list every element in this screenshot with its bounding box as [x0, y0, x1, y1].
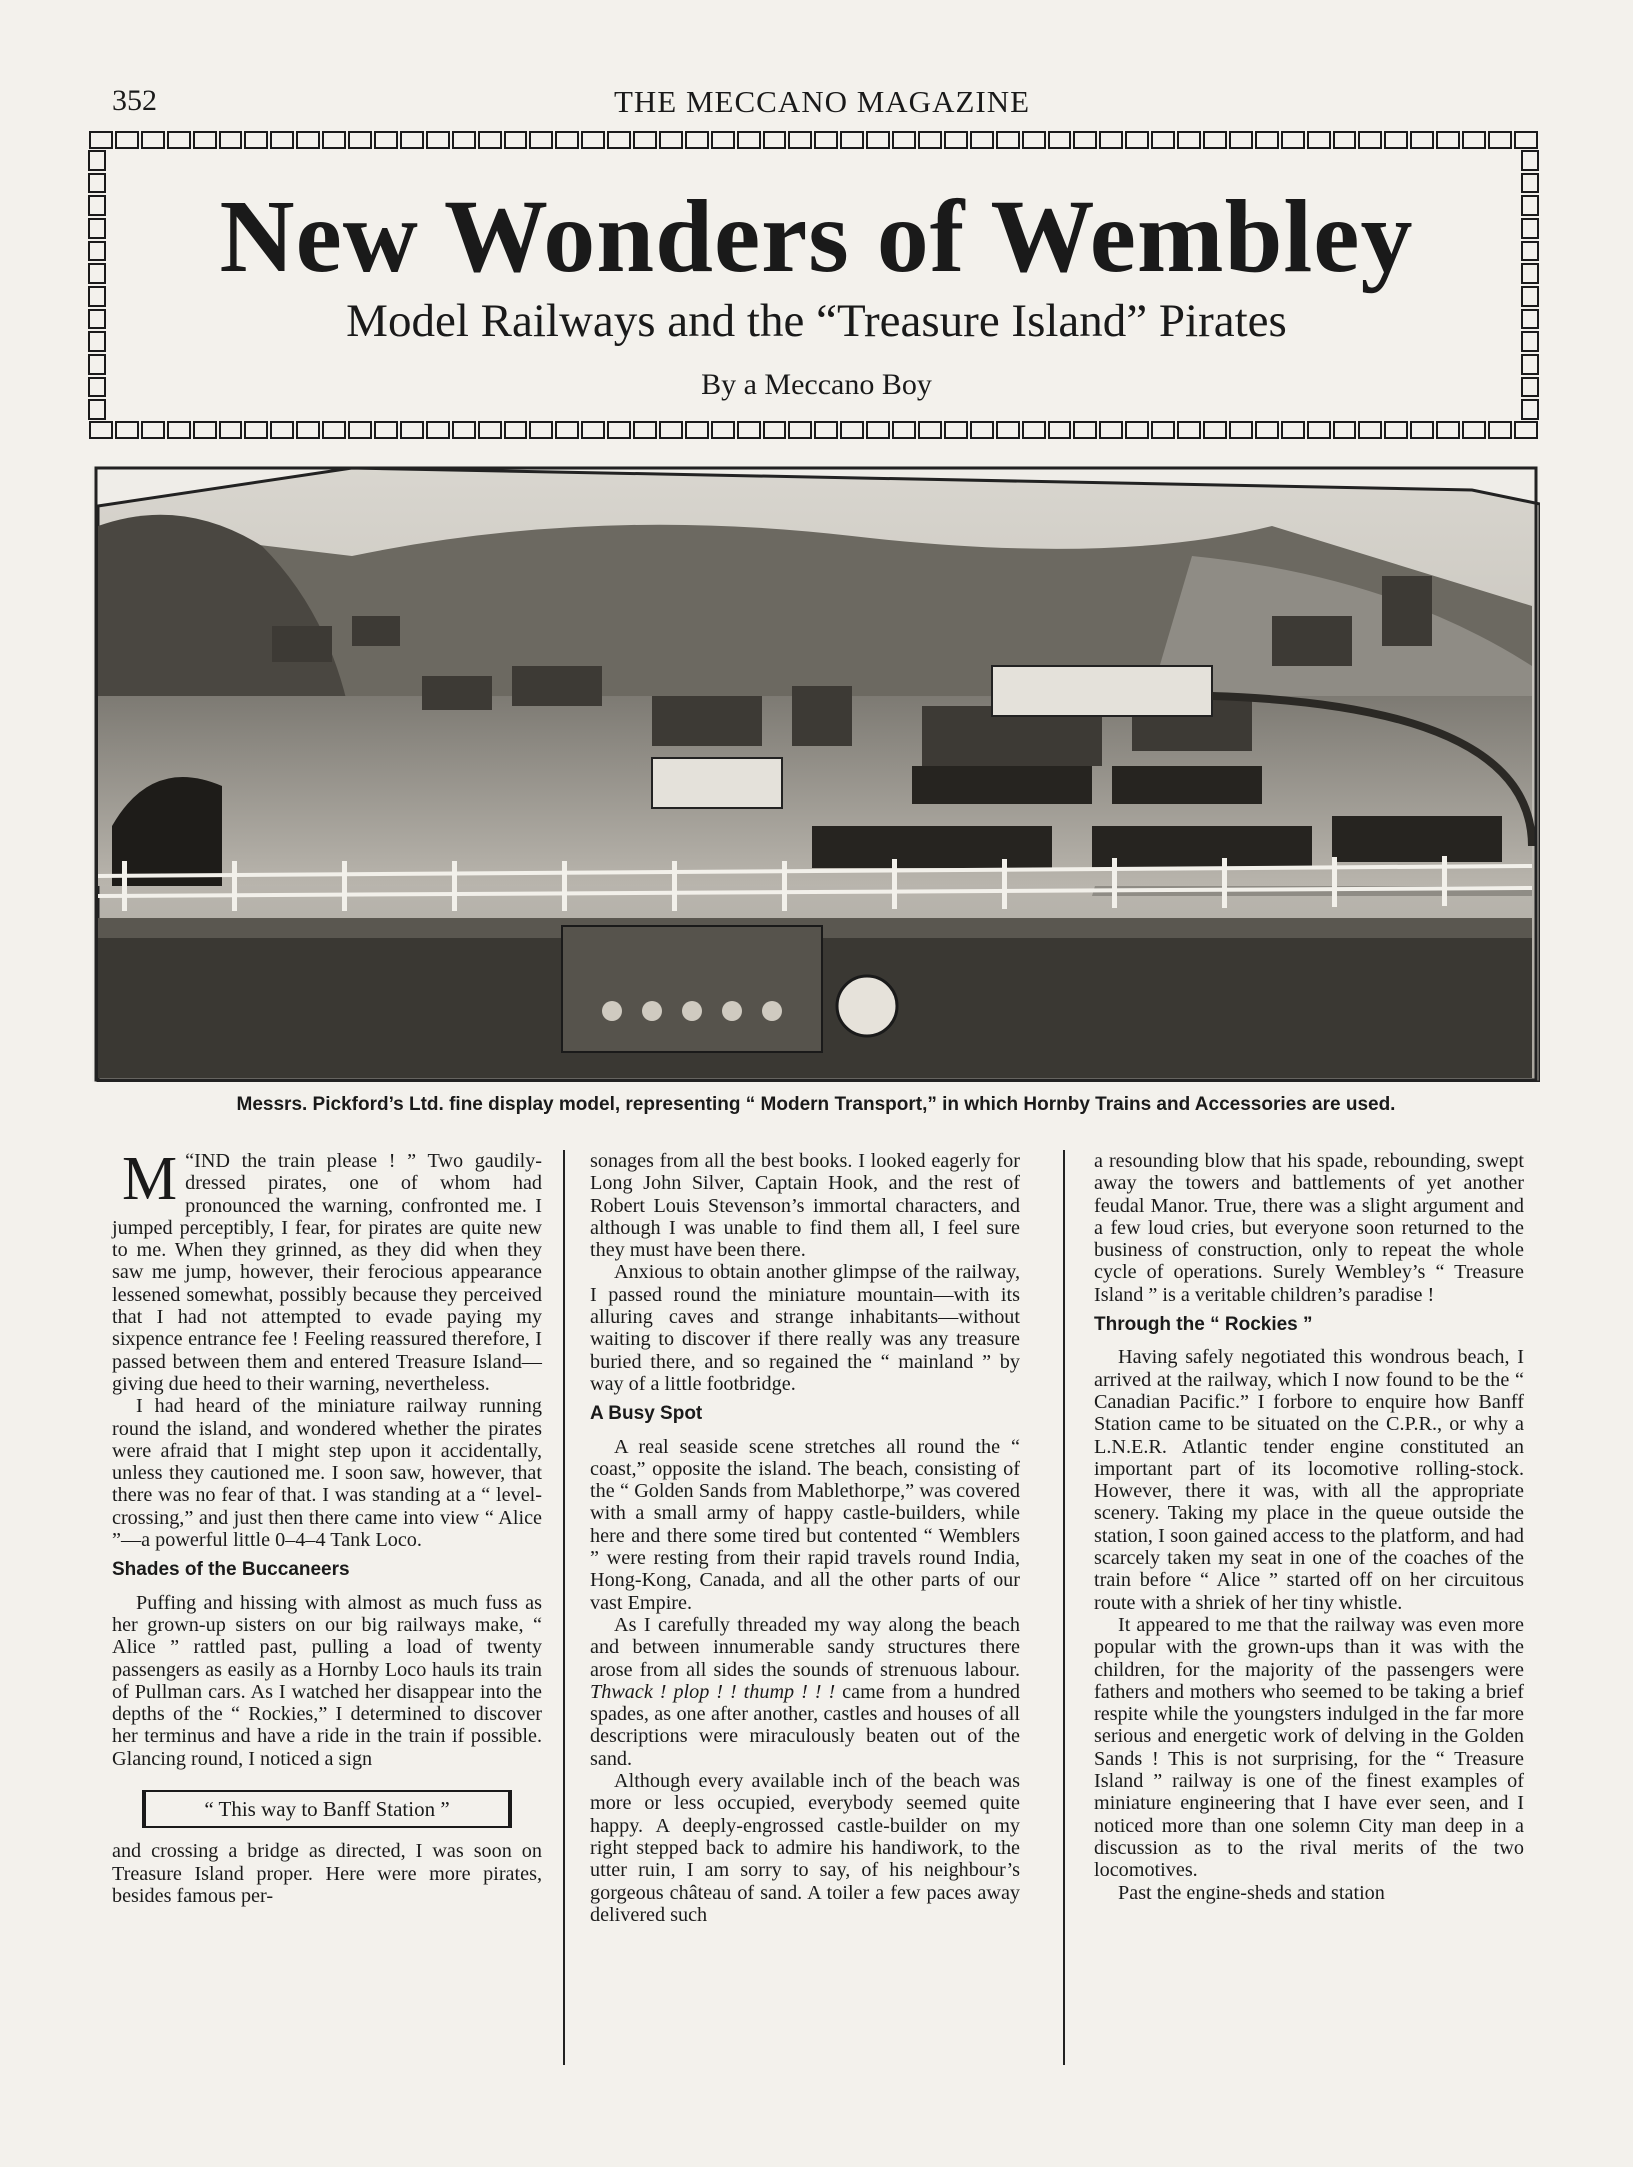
- border-square: [1514, 131, 1538, 149]
- border-square: [1281, 421, 1305, 439]
- border-square: [1073, 421, 1097, 439]
- border-square: [970, 421, 994, 439]
- border-square: [115, 131, 139, 149]
- paragraph: Puffing and hissing with almost as much fuss as her grown-up sisters on our big railways make, “ Alice ” rattled past, pulling a load of twenty passengers as easily as a Hornby Loco hauls its train of Pullman cars. As I watched her disappear into the depths of the “ Rockies,” I determined to discover her terminus and have a ride in the train if possible. Glancing round, I noticed a sign: [112, 1591, 542, 1770]
- opening-quote: “: [185, 1150, 195, 1172]
- paragraph: It appeared to me that the railway was even more popular with the grown-ups than it was with the children, for the majority of the passengers were fathers and mothers who seemed to be taking a brief respite while the youngsters indulged in the far more serious and energetic work of delving in the Golden Sands ! This is not surprising, for the “ Treasure Island ” railway is one of the finest examples of miniature engineering that I have ever seen, and I noticed more than one solemn City man deep in a discussion as to the rival merits of the two locomotives.: [1094, 1613, 1524, 1882]
- paragraph-text: came from a hundred spades, as one after another, castles and houses of all descriptions were miraculously beaten out of the sand.: [590, 1680, 1020, 1770]
- magazine-title: THE MECCANO MAGAZINE: [613, 84, 1031, 119]
- border-square: [1203, 421, 1227, 439]
- border-square: [89, 421, 113, 439]
- border-square: [763, 421, 787, 439]
- border-square: [478, 131, 502, 149]
- border-square: [607, 421, 631, 439]
- border-square: [685, 131, 709, 149]
- border-square: [633, 131, 657, 149]
- border-square: [1099, 131, 1123, 149]
- border-square: [1462, 131, 1486, 149]
- border-square: [219, 421, 243, 439]
- border-square: [1125, 131, 1149, 149]
- border-square: [1384, 421, 1408, 439]
- border-square: [659, 131, 683, 149]
- border-squares-bottom: [88, 421, 1539, 439]
- border-square: [1436, 131, 1460, 149]
- border-square: [374, 131, 398, 149]
- border-square: [1048, 421, 1072, 439]
- page-number: 352: [112, 84, 157, 117]
- border-square: [141, 421, 165, 439]
- border-square: [1488, 131, 1512, 149]
- photo-caption: Messrs. Pickford’s Ltd. fine display model, representing “ Modern Transport,” in which Hornby Trains and Accessories are used.: [236, 1094, 1396, 1115]
- border-square: [1022, 421, 1046, 439]
- border-square: [141, 131, 165, 149]
- border-square: [711, 131, 735, 149]
- border-square: [1255, 131, 1279, 149]
- border-square: [633, 421, 657, 439]
- border-square: [814, 131, 838, 149]
- headline: New Wonders of Wembley: [219, 179, 1414, 294]
- border-square: [1358, 131, 1382, 149]
- border-square: [1333, 131, 1357, 149]
- border-square: [167, 421, 191, 439]
- paragraph-text: IND the train please ! ” Two gaudily-dressed pirates, one of whom had pronounced the warning, confronted me. I jumped perceptibly, I fear, for pirates are quite new to me. When they grinned, as they did when they saw me jump, however, their ferocious appearance lessened somewhat, possibly because they perceived that I had not attempted to evade paying my sixpence entrance fee ! Feeling reassured therefore, I passed between them and entered Treasure Island—giving due heed to their warning, nevertheless.: [112, 1150, 542, 1395]
- border-square: [1177, 421, 1201, 439]
- border-square: [1521, 399, 1539, 420]
- border-square: [1307, 421, 1331, 439]
- column-2: [590, 1150, 1020, 1926]
- border-square: [1151, 131, 1175, 149]
- border-square: [504, 421, 528, 439]
- border-square: [296, 131, 320, 149]
- border-square: [1307, 131, 1331, 149]
- sound-effects: Thwack ! plop ! ! thump ! ! !: [590, 1680, 836, 1703]
- border-square: [607, 131, 631, 149]
- column-rule-1: [563, 1150, 565, 2065]
- drop-cap: M: [122, 1145, 178, 1213]
- border-square: [529, 421, 553, 439]
- paragraph: Anxious to obtain another glimpse of the railway, I passed round the miniature mountain—with its alluring caves and strange inhabitants—without waiting to discover if there really was any treasure buried there, and so regained the “ mainland ” by way of a little footbridge.: [590, 1261, 1020, 1395]
- border-square: [322, 421, 346, 439]
- border-square: [711, 421, 735, 439]
- border-square: [918, 131, 942, 149]
- paragraph: [590, 1614, 1020, 1770]
- section-heading: Through the “ Rockies ”: [1094, 1314, 1313, 1336]
- border-square: [1281, 131, 1305, 149]
- border-square: [244, 421, 268, 439]
- border-square: [814, 421, 838, 439]
- border-square: [1255, 421, 1279, 439]
- border-square: [452, 421, 476, 439]
- border-square: [788, 131, 812, 149]
- border-square: [1151, 421, 1175, 439]
- border-square: [1203, 131, 1227, 149]
- running-head: [112, 84, 1532, 124]
- paragraph: Past the engine-sheds and station: [1118, 1881, 1385, 1904]
- border-square: [763, 131, 787, 149]
- paragraph-text: As I carefully threaded my way along the beach and between innumerable sandy structures there arose from all sides the sounds of strenuous labour.: [590, 1613, 1020, 1681]
- border-square: [996, 421, 1020, 439]
- border-square: [1333, 421, 1357, 439]
- column-1: [112, 1145, 542, 1907]
- paragraph: I had heard of the miniature railway running round the island, and wondered whether the pirates were afraid that I might step upon it accidentally, unless they cautioned me. I soon saw, however, that there was no fear of that. I was standing at a “ level-crossing,” and just then there came into view “ Alice ”—a powerful little 0–4–4 Tank Loco.: [112, 1395, 542, 1552]
- border-square: [296, 421, 320, 439]
- border-square: [193, 131, 217, 149]
- border-square: [88, 150, 106, 171]
- border-square: [555, 421, 579, 439]
- border-square: [529, 131, 553, 149]
- border-square: [88, 399, 106, 420]
- border-square: [1125, 421, 1149, 439]
- border-square: [478, 421, 502, 439]
- border-square: [581, 421, 605, 439]
- border-square: [426, 421, 450, 439]
- border-square: [866, 421, 890, 439]
- border-square: [1410, 131, 1434, 149]
- station-sign: “ This way to Banff Station ”: [142, 1790, 512, 1828]
- paragraph: sonages from all the best books. I looked eagerly for Long John Silver, Captain Hook, and the rest of Robert Louis Stevenson’s immortal characters, and although I was unable to find them all, I feel sure they must have been there.: [590, 1150, 1020, 1262]
- border-square: [892, 421, 916, 439]
- paragraph: and crossing a bridge as directed, I was soon on Treasure Island proper. Here were more pirates, besides famous per-: [112, 1840, 542, 1907]
- border-square: [452, 131, 476, 149]
- border-square: [788, 421, 812, 439]
- border-square: [400, 421, 424, 439]
- border-square: [219, 131, 243, 149]
- border-square: [270, 421, 294, 439]
- border-square: [892, 131, 916, 149]
- border-square: [1488, 421, 1512, 439]
- paragraph: Although every available inch of the beach was more or less occupied, everybody seemed quite happy. A deeply-engrossed castle-builder on my right stepped back to admire his handiwork, to the utter ruin, I am sorry to say, of his neighbour’s gorgeous château of sand. A toiler a few paces away delivered such: [590, 1770, 1020, 1926]
- border-square: [840, 131, 864, 149]
- column-rule-2: [1063, 1150, 1065, 2065]
- border-square: [970, 131, 994, 149]
- border-square: [374, 421, 398, 439]
- border-square: [1048, 131, 1072, 149]
- border-square: [944, 131, 968, 149]
- paragraph: a resounding blow that his spade, rebounding, swept away the towers and battlements of yet another feudal Manor. True, there was a slight argument and a few loud cries, but everyone soon returned to the business of construction, only to repeat the whole cycle of operations. Surely Wembley’s “ Treasure Island ” is a veritable children’s paradise !: [1094, 1150, 1524, 1306]
- section-heading: Shades of the Buccaneers: [112, 1559, 350, 1581]
- border-square: [348, 421, 372, 439]
- border-square: [659, 421, 683, 439]
- border-square: [1358, 421, 1382, 439]
- border-square: [1073, 131, 1097, 149]
- byline: By a Meccano Boy: [701, 368, 932, 401]
- border-square: [89, 131, 113, 149]
- border-square: [737, 421, 761, 439]
- paragraph: Having safely negotiated this wondrous beach, I arrived at the railway, which I now found to be the “ Canadian Pacific.” I forbore to enquire how Banff Station came to be situated on the C.P.R., or why a L.N.E.R. Atlantic tender engine constituted an important part of its locomotive rolling-stock. However, there it was, with all the appropriate scenery. Taking my place in the queue outside the station, I soon gained access to the platform, and had scarcely taken my seat in one of the coaches of the train before “ Alice ” started off on her circuitous route with a shriek of her tiny whistle.: [1094, 1346, 1524, 1614]
- border-square: [322, 131, 346, 149]
- border-square: [918, 421, 942, 439]
- border-square: [1099, 421, 1123, 439]
- border-squares-top: [88, 131, 1539, 149]
- border-square: [244, 131, 268, 149]
- border-square: [1384, 131, 1408, 149]
- border-square: [1462, 421, 1486, 439]
- paragraph: [112, 1145, 542, 1395]
- border-square: [426, 131, 450, 149]
- border-square: [504, 131, 528, 149]
- subheadline: Model Railways and the “Treasure Island” Pirates: [346, 295, 1287, 347]
- border-square: [737, 131, 761, 149]
- paragraph: A real seaside scene stretches all round the “ coast,” opposite the island. The beach, consisting of the “ Golden Sands from Mablethorpe,” was covered with a small army of happy castle-builders, while here and there some tired but contented “ Wemblers ” were resting from their rapid travels round India, Hong-Kong, Canada, and all the other parts of our vast Empire.: [590, 1435, 1020, 1614]
- border-square: [1410, 421, 1434, 439]
- border-square: [866, 131, 890, 149]
- border-square: [996, 131, 1020, 149]
- model-railway-photo: [92, 466, 1540, 1082]
- border-square: [348, 131, 372, 149]
- border-square: [270, 131, 294, 149]
- border-square: [581, 131, 605, 149]
- border-square: [840, 421, 864, 439]
- border-square: [193, 421, 217, 439]
- border-square: [1521, 150, 1539, 171]
- border-square: [1022, 131, 1046, 149]
- border-square: [400, 131, 424, 149]
- column-3: [1094, 1150, 1524, 1904]
- border-square: [1436, 421, 1460, 439]
- section-heading: A Busy Spot: [590, 1403, 703, 1425]
- border-square: [167, 131, 191, 149]
- border-square: [1514, 421, 1538, 439]
- border-square: [685, 421, 709, 439]
- border-square: [555, 131, 579, 149]
- border-square: [1229, 421, 1253, 439]
- border-square: [1229, 131, 1253, 149]
- border-square: [1177, 131, 1201, 149]
- border-square: [115, 421, 139, 439]
- border-square: [944, 421, 968, 439]
